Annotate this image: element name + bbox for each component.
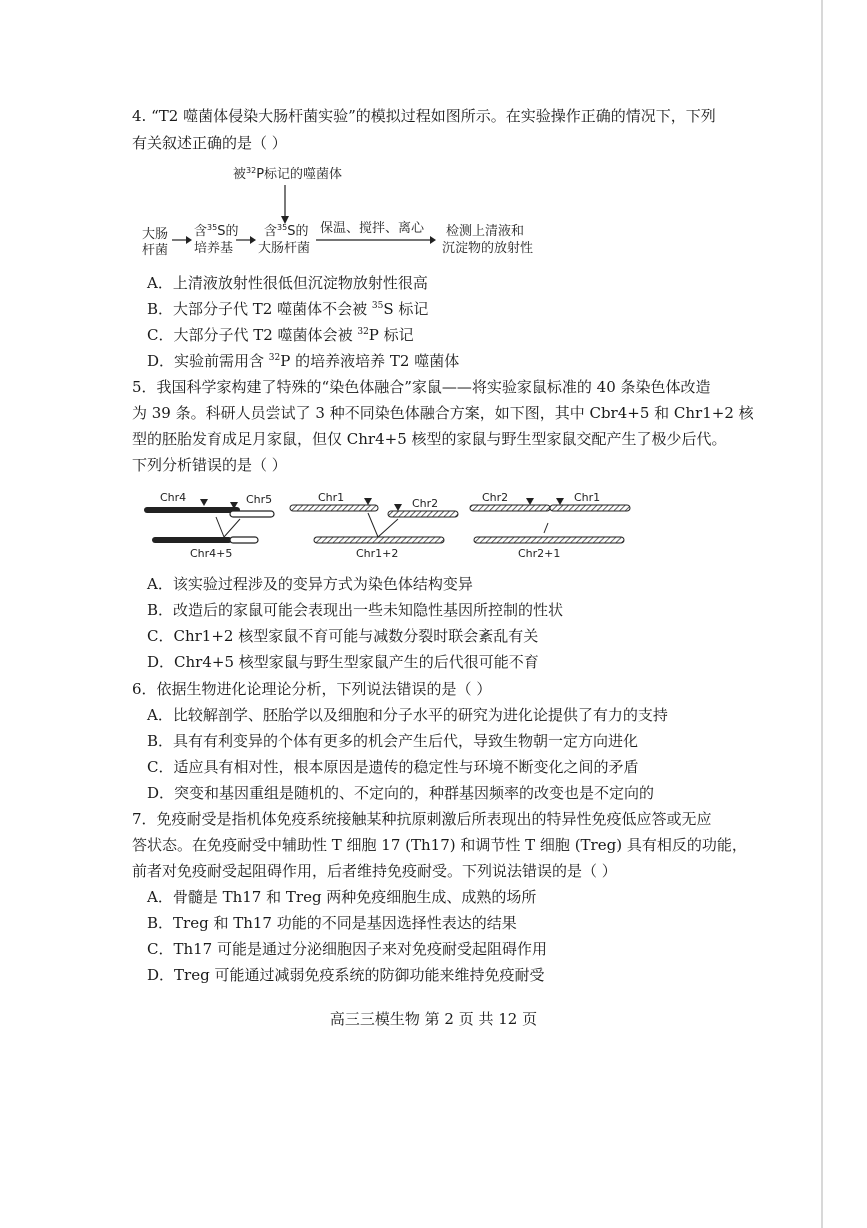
chr2-centromere-g2	[394, 504, 402, 511]
chr2-centromere-g3	[526, 498, 534, 505]
q5-option-c: C．Chr1+2 核型家鼠不育可能与减数分裂时联会紊乱有关	[147, 627, 539, 645]
page-footer: 高三三模生物 第 2 页 共 12 页	[329, 1010, 538, 1028]
scan-edge	[821, 0, 823, 1228]
g1-join-right	[224, 519, 240, 537]
chr2-bar-g3	[470, 505, 550, 511]
chr1-centromere-g2	[364, 498, 372, 505]
q7-stem-line1: 7．免疫耐受是指机体免疫系统接触某种抗原刺激后所表现出的特异性免疫低应答或无应	[132, 810, 712, 828]
q7-option-c: C．Th17 可能是通过分泌细胞因子来对免疫耐受起阻碍作用	[147, 940, 547, 958]
q4-flow-diagram	[130, 160, 570, 260]
chr2-label-g3: Chr2	[482, 491, 509, 504]
q4-stem-line2: 有关叙述正确的是（ ）	[132, 134, 287, 152]
q5-chromosome-diagram	[130, 485, 650, 565]
chr4-centromere	[200, 499, 208, 506]
q4-box4-l1: 检测上清液和	[446, 224, 525, 239]
chr45-bar-light	[230, 537, 258, 543]
q5-option-a: A．该实验过程涉及的变异方式为染色体结构变异	[147, 575, 473, 593]
g2-join-right	[378, 519, 398, 537]
q5-option-d: D．Chr4+5 核型家鼠与野生型家鼠产生的后代很可能不育	[147, 653, 539, 671]
q7-stem-line2: 答状态。在免疫耐受中辅助性 T 细胞 17 (Th17) 和调节性 T 细胞 (Treg) 具有相反的功能，	[132, 836, 747, 854]
chr12-label: Chr1+2	[356, 547, 399, 560]
chr1-bar-g2	[290, 505, 378, 511]
q4-stem-line1: 4. “T2 噬菌体侵染大肠杆菌实验”的模拟过程如图所示。在实验操作正确的情况下，下列	[132, 107, 716, 125]
q4-box2-l2: 培养基	[194, 241, 234, 256]
q4-option-c: C．大部分子代 T2 噬菌体会被 $^{32}$P 标记	[147, 326, 414, 344]
chr4-label: Chr4	[160, 491, 187, 504]
q7-stem-line3: 前者对免疫耐受起阻碍作用，后者维持免疫耐受。下列说法错误的是（ ）	[132, 862, 617, 880]
chr2-label-g2: Chr2	[412, 497, 439, 510]
q4-arrowhead1	[186, 236, 192, 244]
q4-box3-l1: 含$^{35}$S的	[264, 223, 309, 239]
chr45-label: Chr4+5	[190, 547, 233, 560]
chr45-bar-dark	[152, 537, 232, 543]
q6-option-c: C．适应具有相对性，根本原因是遗传的稳定性与环境不断变化之间的矛盾	[147, 758, 639, 776]
q4-box1-l1: 大肠	[142, 227, 169, 242]
q4-option-d: D．实验前需用含 $^{32}$P 的培养液培养 T2 噬菌体	[147, 352, 460, 370]
chr5-bar	[230, 511, 274, 517]
q6-option-b: B．具有有利变异的个体有更多的机会产生后代，导致生物朝一定方向进化	[147, 732, 639, 750]
chr4-bar	[144, 507, 240, 513]
q5-stem-line2: 为 39 条。科研人员尝试了 3 种不同染色体融合方案，如下图，其中 Cbr4+5 和 Chr1+2 核	[132, 404, 754, 422]
chr21-bar	[474, 537, 624, 543]
q5-stem-line3: 型的胚胎发育成足月家鼠，但仅 Chr4+5 核型的家鼠与野生型家鼠交配产生了极少后代。	[132, 430, 727, 448]
chr1-label-g2: Chr1	[318, 491, 345, 504]
chr5-label: Chr5	[246, 493, 273, 506]
q4-box1-l2: 杆菌	[142, 243, 169, 258]
g3-join	[544, 523, 548, 533]
q5-stem-line4: 下列分析错误的是（ ）	[132, 456, 287, 474]
q5-stem-line1: 5．我国科学家构建了特殊的“染色体融合”家鼠——将实验家鼠标准的 40 条染色体改造	[132, 378, 711, 396]
q4-arrow-label: 保温、搅拌、离心	[320, 221, 425, 236]
q6-option-a: A．比较解剖学、胚胎学以及细胞和分子水平的研究为进化论提供了有力的支持	[147, 706, 668, 724]
q4-option-b: B．大部分子代 T2 噬菌体不会被 $^{35}$S 标记	[147, 300, 429, 318]
q7-option-b: B．Treg 和 Th17 功能的不同是基因选择性表达的结果	[147, 914, 517, 932]
q5-option-b: B．改造后的家鼠可能会表现出一些未知隐性基因所控制的性状	[147, 601, 564, 619]
chr1-bar-g3	[550, 505, 630, 511]
q6-stem: 6．依据生物进化论理论分析，下列说法错误的是（ ）	[132, 680, 492, 698]
chr12-bar	[314, 537, 444, 543]
q4-option-a: A．上清液放射性很低但沉淀物放射性很高	[147, 274, 428, 292]
q4-box4-l2: 沉淀物的放射性	[442, 241, 534, 256]
q4-box2-l1: 含$^{35}$S的	[194, 223, 239, 239]
q4-arrowhead2	[250, 236, 256, 244]
q4-box3-l2: 大肠杆菌	[258, 241, 311, 256]
chr21-label: Chr2+1	[518, 547, 561, 560]
chr1-centromere-g3	[556, 498, 564, 505]
q6-option-d: D．突变和基因重组是随机的、不定向的，种群基因频率的改变也是不定向的	[147, 784, 655, 802]
q7-option-d: D．Treg 可能通过减弱免疫系统的防御功能来维持免疫耐受	[147, 966, 545, 984]
chr2-bar-g2	[388, 511, 458, 517]
q7-option-a: A．骨髓是 Th17 和 Treg 两种免疫细胞生成、成熟的场所	[147, 888, 537, 906]
g1-join-left	[216, 517, 224, 537]
q4-top-label: 被$^{32}$P标记的噬菌体	[233, 166, 343, 182]
g2-join-left	[368, 513, 378, 537]
q4-arrowhead3	[430, 236, 436, 244]
chr1-label-g3: Chr1	[574, 491, 601, 504]
